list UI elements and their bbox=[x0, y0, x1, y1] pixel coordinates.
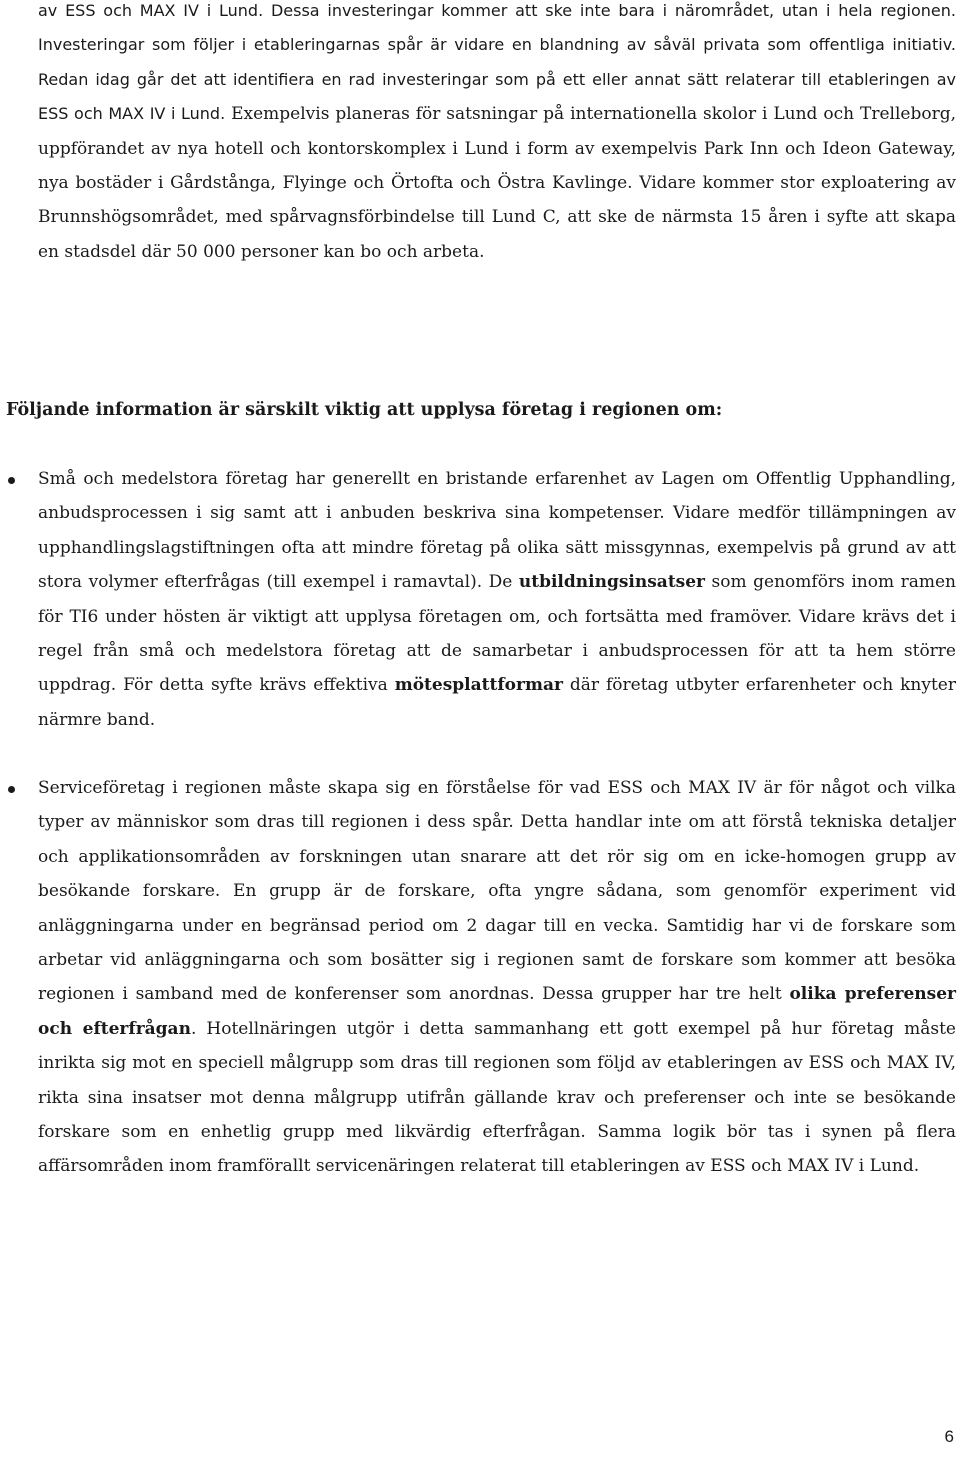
bullet-bold-text: mötesplattformar bbox=[394, 675, 563, 696]
bullet-paragraph bbox=[38, 462, 956, 737]
bullet-text: Små och medelstora företag har generellt en bristande erfarenhet av Lagen om Offentlig Upphandling, anbudsprocessen i sig samt att i anbuden beskriva sina kompetenser. Vidare medför tillämpningen av upphandlingslagstiftningen ofta att mindre företag på olika sätt missgynnas, exempelvis på grund av att stora volymer efterfrågas (till exempel i ramavtal). De bbox=[38, 469, 956, 593]
bullet-text: som genomförs inom ramen för TI6 under hösten är viktigt att upplysa företagen om, och fortsätta med framöver. Vidare krävs det i regel från små och medelstora företag att de samarbetar i anbudsprocessen för att ta hem större uppdrag. För detta syfte krävs effektiva bbox=[38, 572, 956, 696]
bullet-text: där företag utbyter erfarenheter och knyter närmre band. bbox=[38, 675, 956, 730]
intro-text-part-1: av ESS och MAX IV i Lund. Dessa investeringar kommer att ske inte bara i närområdet, utan i hela regionen. Investeringar som följer i etableringarnas spår är vidare en blandning av såväl privata som offentliga initiativ. Redan idag går det att identifiera en rad investeringar som på ett eller annat sätt relaterar till etableringen av ESS och MAX IV i Lund. bbox=[38, 1, 956, 124]
bullet-icon bbox=[8, 786, 15, 793]
intro-paragraph bbox=[38, 0, 956, 269]
page-number: 6 bbox=[944, 1427, 954, 1446]
intro-text-part-2: Exempelvis planeras för satsningar på internationella skolor i Lund och Trelleborg, uppförandet av nya hotell och kontorskomplex i Lund i form av exempelvis Park Inn och Ideon Gateway, nya bostäder i Gårdstånga, Flyinge och Örtofta och Östra Kavlinge. Vidare kommer stor exploatering av Brunnshögsområdet, med spårvagnsförbindelse till Lund C, att ske de närmsta 15 åren i syfte att skapa en stadsdel där 50 000 personer kan bo och arbeta. bbox=[38, 104, 956, 262]
bullet-paragraph bbox=[38, 771, 956, 1184]
bullet-bold-text: utbildningsinsatser bbox=[518, 572, 706, 593]
bullet-text: . Hotellnäringen utgör i detta sammanhang ett gott exempel på hur företag måste inrikta sig mot en speciell målgrupp som dras till regionen som följd av etableringen av ESS och MAX IV, rikta sina insatser mot denna målgrupp utifrån gällande krav och preferenser och inte se besökande forskare som en enhetlig grupp med likvärdig efterfrågan. Samma logik bör tas i synen på flera affärsområden inom framförallt servicenäringen relaterat till etableringen av ESS och MAX IV i Lund. bbox=[38, 1018, 956, 1177]
bullet-bold-text: olika preferenser och efterfrågan bbox=[38, 984, 956, 1039]
bullet-icon bbox=[8, 477, 15, 484]
bullet-text: Serviceföretag i regionen måste skapa sig en förståelse för vad ESS och MAX IV är för något och vilka typer av människor som dras till regionen i dess spår. Detta handlar inte om att förstå tekniska detaljer och applikationsområden av forskningen utan snarare att det rör sig om en icke-homogen grupp av besökande forskare. En grupp är de forskare, ofta yngre sådana, som genomför experiment vid anläggningarna under en begränsad period om 2 dagar till en vecka. Samtidig har vi de forskare som arbetar vid anläggningarna och som bosätter sig i regionen samt de forskare som kommer att besöka regionen i samband med de konferenser som anordnas. Dessa grupper har tre helt bbox=[38, 778, 956, 1005]
section-heading: Följande information är särskilt viktig att upplysa företag i regionen om: bbox=[6, 400, 723, 420]
